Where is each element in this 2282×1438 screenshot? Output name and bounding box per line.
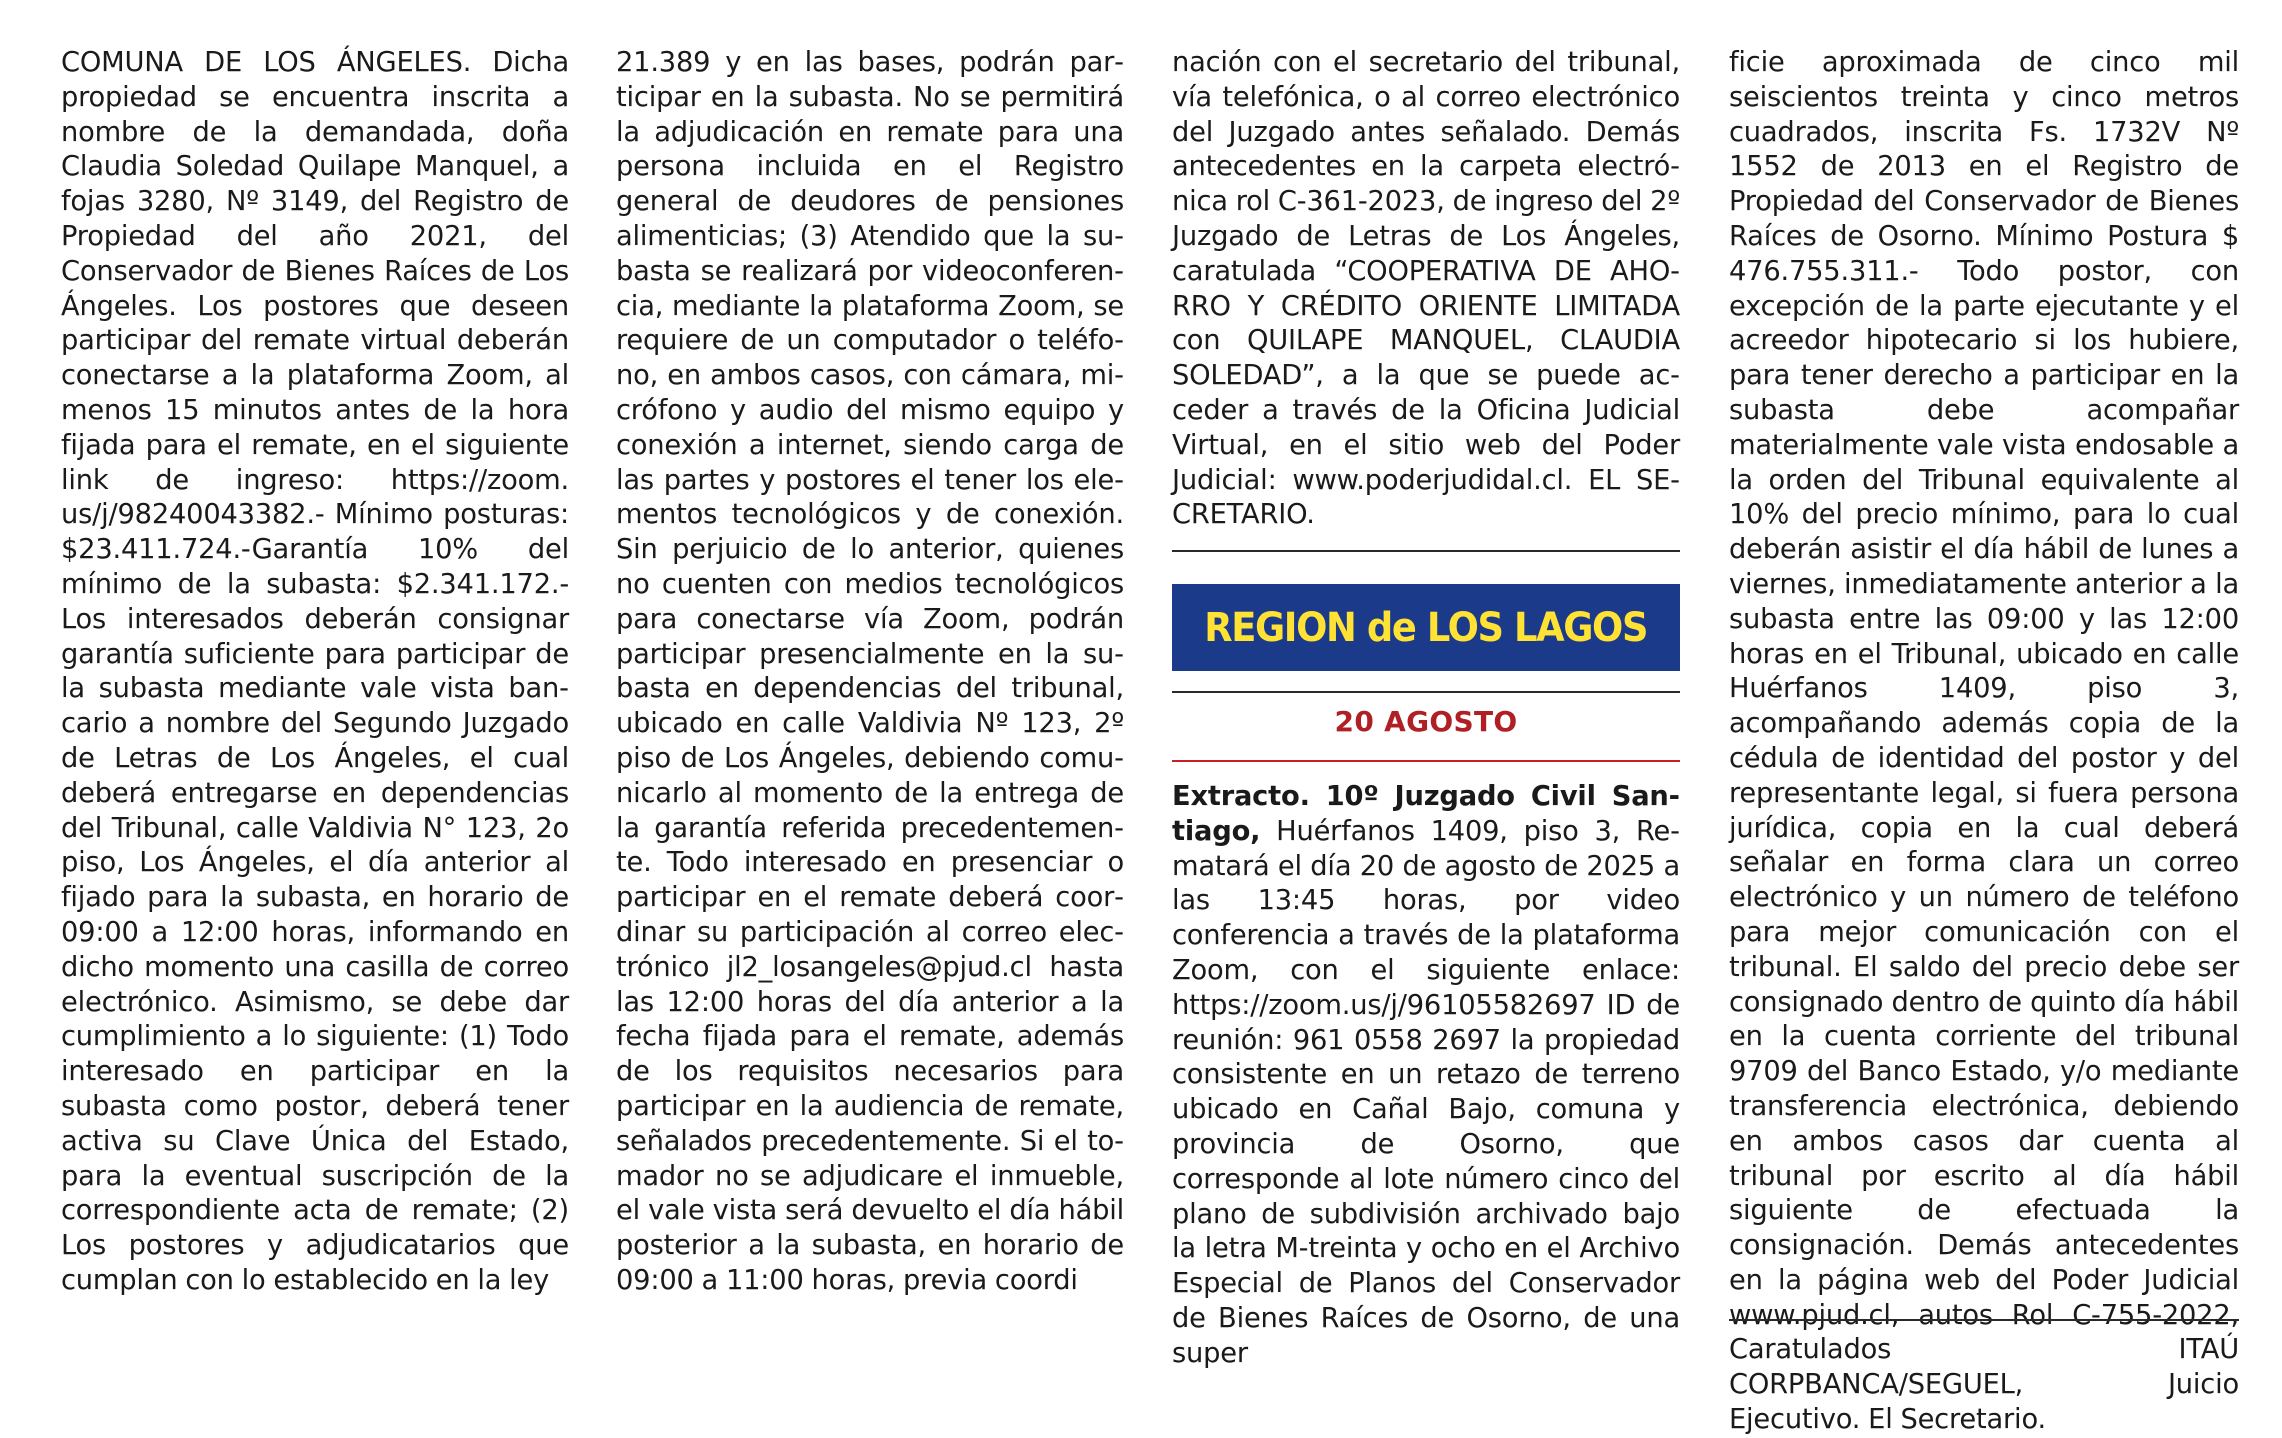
divider-red	[1172, 760, 1680, 762]
extract-lead: Extracto. 10º Juzgado Civil Santiago,	[1172, 781, 1680, 847]
notice-text-part-1: COMUNA DE LOS ÁNGELES. Dicha propiedad se encuentra inscrita a nombre de la demandada, doña Claudia Soledad Quilape Manquel, a fojas 3280, Nº 3149, del Registro de Propiedad del año 2021, del Conservador de Bienes Raíces de Los Ángeles. Los postores que deseen participar del remate virtual deberán conectarse a la plataforma Zoom, al menos 15 minutos antes de la hora fijada para el remate, en el siguiente link de ingreso: https://zoom.​us/j/98240043382.- Mínimo posturas: $23.411.724.-Garantía 10% del mínimo de la subasta: $2.341.172.- Los interesados deberán consignar garantía suficiente para participar de la subasta mediante vale vista bancario a nombre del Segundo Juzgado de Letras de Los Ángeles, el cual deberá entregarse en dependencias del Tribunal, calle Valdivia N° 123, 2o piso, Los Ángeles, el día anterior al fijado para la subasta, en horario de 09:00 a 12:00 horas, informando en dicho momento una casilla de correo electrónico. Asimismo, se debe dar cumplimiento a lo siguiente: (1) Todo interesado en participar en la subasta como postor, deberá tener activa su Clave Única del Estado, para la eventual suscripción de la correspondiente acta de remate; (2) Los postores y adjudicatarios que cumplan con lo establecido en la ley	[61, 47, 569, 1296]
column-2	[616, 46, 1124, 1299]
notice-text-part-2: 21.389 y en las bases, podrán participar en la subasta. No se permitirá la adjudicación en remate para una persona incluida en el Registro general de deudores de pensiones alimenticias; (3) Atendido que la subasta se realizará por videoconferencia, mediante la plataforma Zoom, se requiere de un computador o teléfono, en ambos casos, con cámara, micrófono y audio del mismo equipo y conexión a internet, siendo carga de las partes y postores el tener los elementos tecnológicos y de conexión. Sin perjuicio de lo anterior, quienes no cuenten con medios tecnológicos para conectarse vía Zoom, podrán participar presencialmente en la subasta en dependencias del tribunal, ubicado en calle Valdivia Nº 123, 2º piso de Los Ángeles, debiendo comunicarlo al momento de la entrega de la garantía referida precedentemente. Todo interesado en presenciar o participar en el remate deberá coordinar su participación al correo electrónico jl2_losangeles@pjud.cl hasta las 12:00 horas del día anterior a la fecha fijada para el remate, además de los requisitos necesarios para participar en la audiencia de remate, señalados precedentemente. Si el tomador no se adjudicare el inmueble, el vale vista será devuelto el día hábil posterior a la subasta, en horario de 09:00 a 11:00 horas, previa coordi	[616, 47, 1124, 1296]
column-4	[1729, 46, 2239, 1438]
notice-text-part-3: nación con el secretario del tribunal, vía telefónica, o al correo electrónico del Juzgado antes señalado. Demás antecedentes en la carpeta electrónica rol C-361-2023, de ingreso del 2º Juzgado de Letras de Los Ángeles, caratulada “COOPERATIVA DE AHORRO Y CRÉDITO ORIENTE LIMITADA con QUILAPE MANQUEL, CLAUDIA SOLEDAD”, a la que se puede acceder a través de la Oficina Judicial Virtual, en el sitio web del Poder Judicial: www.poderjudidal.cl. EL SECRETARIO.	[1172, 47, 1681, 531]
extract-notice	[1172, 780, 1680, 1372]
column-3	[1172, 46, 1680, 533]
column-1	[61, 46, 569, 1299]
divider-top	[1172, 550, 1680, 552]
divider-bottom	[1729, 1319, 2239, 1321]
divider-middle	[1172, 691, 1680, 693]
notice-text-part-4: ficie aproximada de cinco mil seiscientos treinta y cinco metros cuadrados, inscrita Fs. 1732V Nº 1552 de 2013 en el Registro de Propiedad del Conservador de Bienes Raíces de Osorno. Mínimo Postura $ 476.755.311.- Todo postor, con excepción de la parte ejecutante y el acreedor hipotecario si los hubiere, para tener derecho a participar en la subasta debe acompañar materialmente vale vista endosable a la orden del Tribunal equivalente al 10% del precio mínimo, para lo cual deberán asistir el día hábil de lunes a viernes, inmediatamente anterior a la subasta entre las 09:00 y las 12:00 horas en el Tribunal, ubicado en calle Huérfanos 1409, piso 3, acompañando además copia de la cédula de identidad del postor y del representante legal, si fuera persona jurídica, copia en la cual deberá señalar en forma clara un correo electrónico y un número de teléfono para mejor comunicación con el tribunal. El saldo del precio debe ser consignado dentro de quinto día hábil en la cuenta corriente del tribunal 9709 del Banco Estado, y/o mediante transferencia electrónica, debiendo en ambos casos dar cuenta al tribunal por escrito al día hábil siguiente de efectuada la consignación. Demás antecedentes en la página web del Poder Judicial www.​pjud.cl, autos Rol C-755-2022, Caratulados ITAÚ CORPBANCA/SEGUEL, Juicio Ejecutivo. El Secretario.	[1729, 47, 2239, 1436]
date-heading: 20 AGOSTO	[1334, 705, 1518, 738]
extract-text: Huérfanos 1409, piso 3, Rematará el día 20 de agosto de 2025 a las 13:45 horas, por video conferencia a través de la plataforma Zoom, con el siguiente enlace: https://zoom.​us/j/96105582697 ID de reunión: 961 0558 2697 la propiedad consistente en un retazo de terreno ubicado en Cañal Bajo, comuna y provincia de Osorno, que corresponde al lote número cinco del plano de subdivisión archivado bajo la letra M-treinta y ocho en el Archivo Especial de Planos del Conservador de Bienes Raíces de Osorno, de una super	[1172, 815, 1680, 1369]
region-banner	[1172, 584, 1680, 671]
region-title: REGION de LOS LAGOS	[1204, 604, 1648, 651]
extract-paragraph	[1172, 780, 1680, 1372]
